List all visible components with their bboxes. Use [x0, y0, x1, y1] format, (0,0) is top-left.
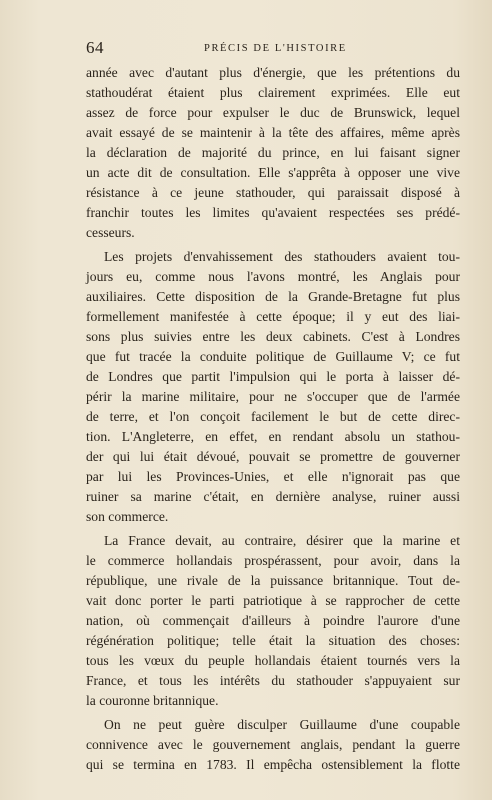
page-header: [86, 38, 460, 58]
text-line: formellement manifestée à cette époque; il y eut des liai-: [86, 309, 460, 324]
text-line: la couronne britannique.: [86, 693, 219, 708]
text-line: avait essayé de se maintenir à la tête des affaires, même après: [86, 125, 460, 140]
text-line: par lui les Provinces-Unies, et elle n'ignorait pas que: [86, 469, 460, 484]
paragraph-3: [86, 531, 460, 711]
text-line: année avec d'autant plus d'énergie, que les prétentions du: [86, 65, 460, 80]
text-line: tion. L'Angleterre, en effet, en rendant absolu un stathou-: [86, 429, 460, 444]
running-head: PRÉCIS DE L'HISTOIRE: [204, 43, 347, 54]
text-line: der qui lui était dévoué, pouvait se promettre de gouverner: [86, 449, 460, 464]
text-line: cesseurs.: [86, 225, 135, 240]
text-line: tous les vœux du peuple hollandais étaient tournés vers la: [86, 653, 460, 668]
text-line: jours eu, comme nous l'avons montré, les Anglais pour: [86, 269, 460, 284]
text-line: stathoudérat étaient plus clairement exprimées. Elle eut: [86, 85, 460, 100]
text-line: nation, où commençait d'ailleurs à poindre l'aurore d'une: [86, 613, 460, 628]
text-line: république, une rivale de la puissance britannique. Tout de-: [86, 573, 460, 588]
text-line: connivence avec le gouvernement anglais, pendant la guerre: [86, 737, 460, 752]
text-line: La France devait, au contraire, désirer que la marine et: [104, 533, 460, 548]
text-line: de terre, et l'on conçoit facilement le but de cette direc-: [86, 409, 460, 424]
text-line: résistance à ce jeune stathouder, qui paraissait disposé à: [86, 185, 460, 200]
text-line: France, et tous les intérêts du stathouder s'appuyaient sur: [86, 673, 460, 688]
text-line: On ne peut guère disculper Guillaume d'une coupable: [104, 717, 460, 732]
text-line: régénération politique; telle était la situation des choses:: [86, 633, 460, 648]
paragraph-2: [86, 247, 460, 527]
text-line: son commerce.: [86, 509, 169, 524]
text-line: un acte dit de consultation. Elle s'apprêta à opposer une vive: [86, 165, 460, 180]
paragraph-1: [86, 63, 460, 243]
text-line: franchir toutes les limites qu'avaient respectées ses prédé-: [86, 205, 460, 220]
text-line: vait donc porter le parti patriotique à se rapprocher de cette: [86, 593, 460, 608]
text-line: ruiner sa marine c'était, en dernière analyse, ruiner aussi: [86, 489, 460, 504]
text-line: périr la marine militaire, pour ne s'occuper que de l'armée: [86, 389, 460, 404]
text-line: la déclaration de majorité du prince, en lui faisant signer: [86, 145, 460, 160]
page-number: 64: [86, 38, 104, 57]
text-line: Les projets d'envahissement des stathouders avaient tou-: [104, 249, 460, 264]
text-line: sons plus suivies entre les deux cabinets. C'est à Londres: [86, 329, 460, 344]
text-line: assez de force pour expulser le duc de Brunswick, lequel: [86, 105, 460, 120]
text-line: le commerce hollandais prospérassent, pour avoir, dans la: [86, 553, 460, 568]
body-text: [86, 63, 460, 775]
text-line: que fut tracée la conduite politique de Guillaume V; ce fut: [86, 349, 460, 364]
text-line: auxiliaires. Cette disposition de la Grande-Bretagne fut plus: [86, 289, 460, 304]
text-line: de Londres que partit l'impulsion qui le porta à laisser dé-: [86, 369, 460, 384]
paragraph-4: [86, 715, 460, 775]
text-line: qui se termina en 1783. Il empêcha ostensiblement la flotte: [86, 757, 460, 772]
